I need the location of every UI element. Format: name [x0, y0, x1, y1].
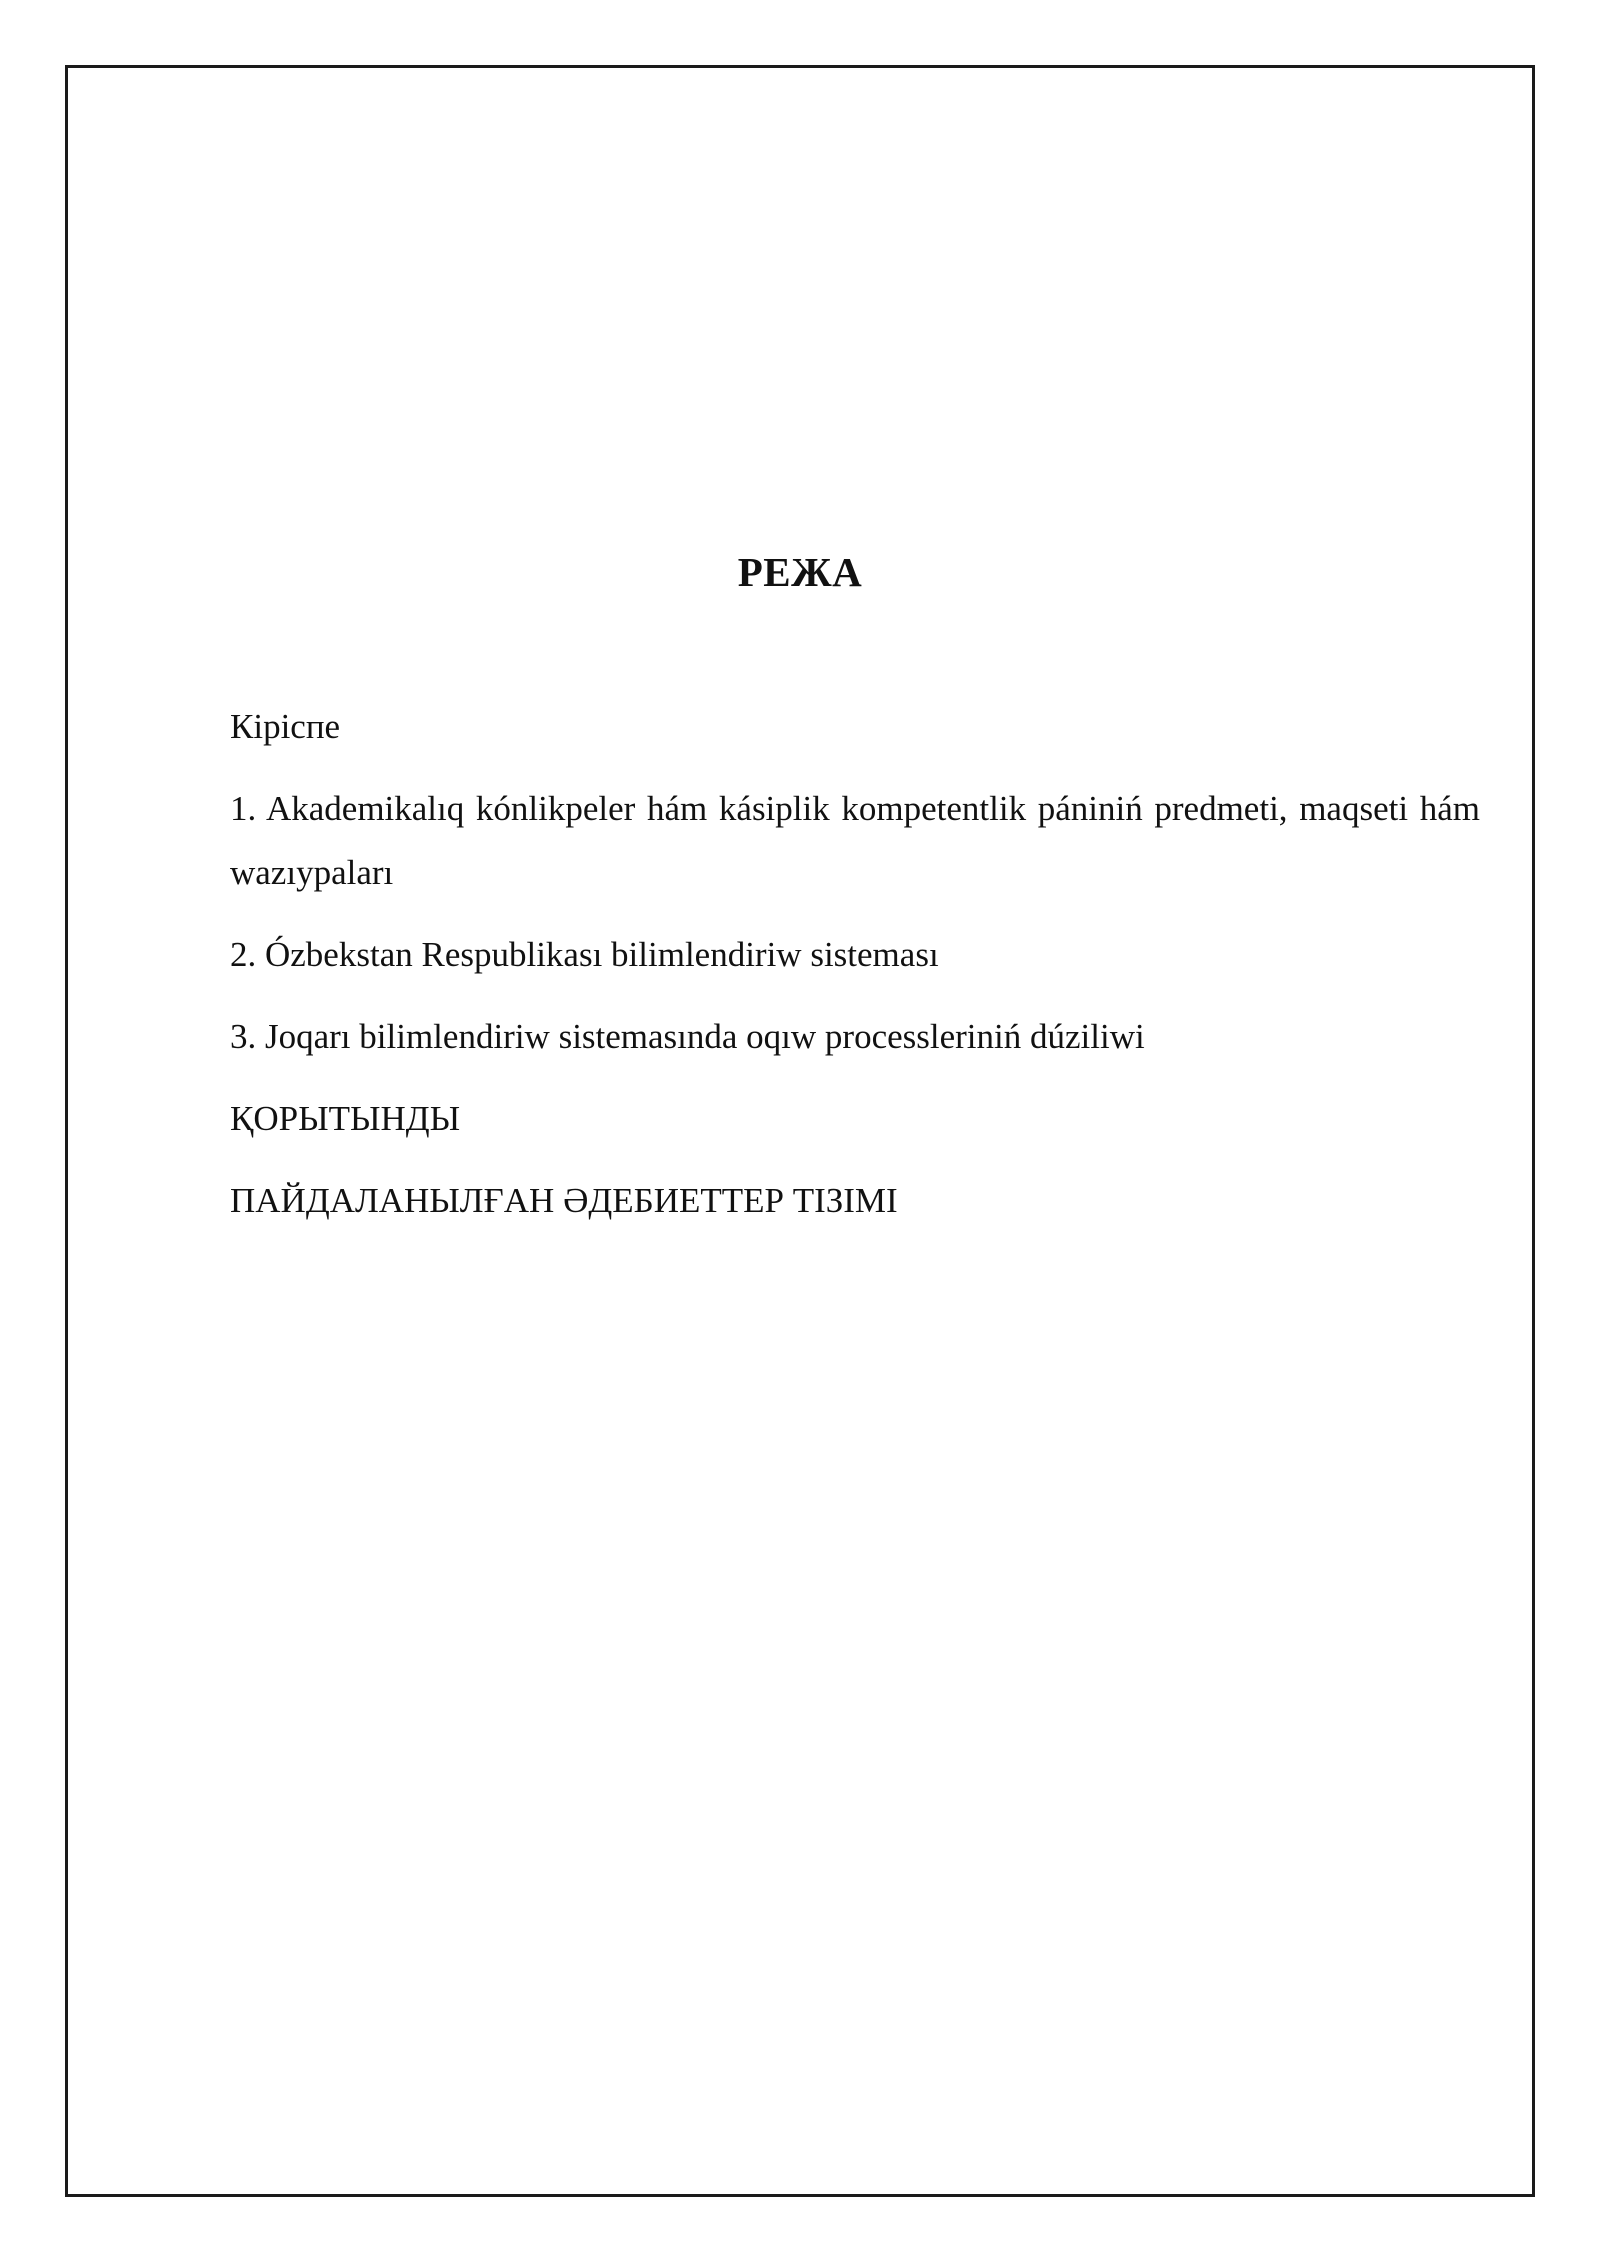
toc-item-introduction: Кiрiспе — [230, 707, 341, 746]
toc-item-conclusion: ҚОРЫТЫНДЫ — [230, 1099, 461, 1138]
toc-item-2: 2. Ózbekstan Respublikası bilimlendiriw sisteması — [230, 935, 939, 974]
page-title: РЕЖА — [737, 549, 863, 595]
toc-item-references: ПАЙДАЛАНЫЛҒАН ӘДЕБИЕТТЕР ТІЗІМІ — [230, 1181, 898, 1220]
toc-item-1: 1. Akademikalıq kónlikpeler hám kásiplik kompetentlik pániniń predmeti, maqseti hám wazıypaları — [230, 789, 1480, 892]
toc-item-3: 3. Joqarı bilimlendiriw sistemasında oqıw processleriniń dúziliwi — [230, 1017, 1145, 1056]
table-of-contents — [230, 695, 1480, 1251]
